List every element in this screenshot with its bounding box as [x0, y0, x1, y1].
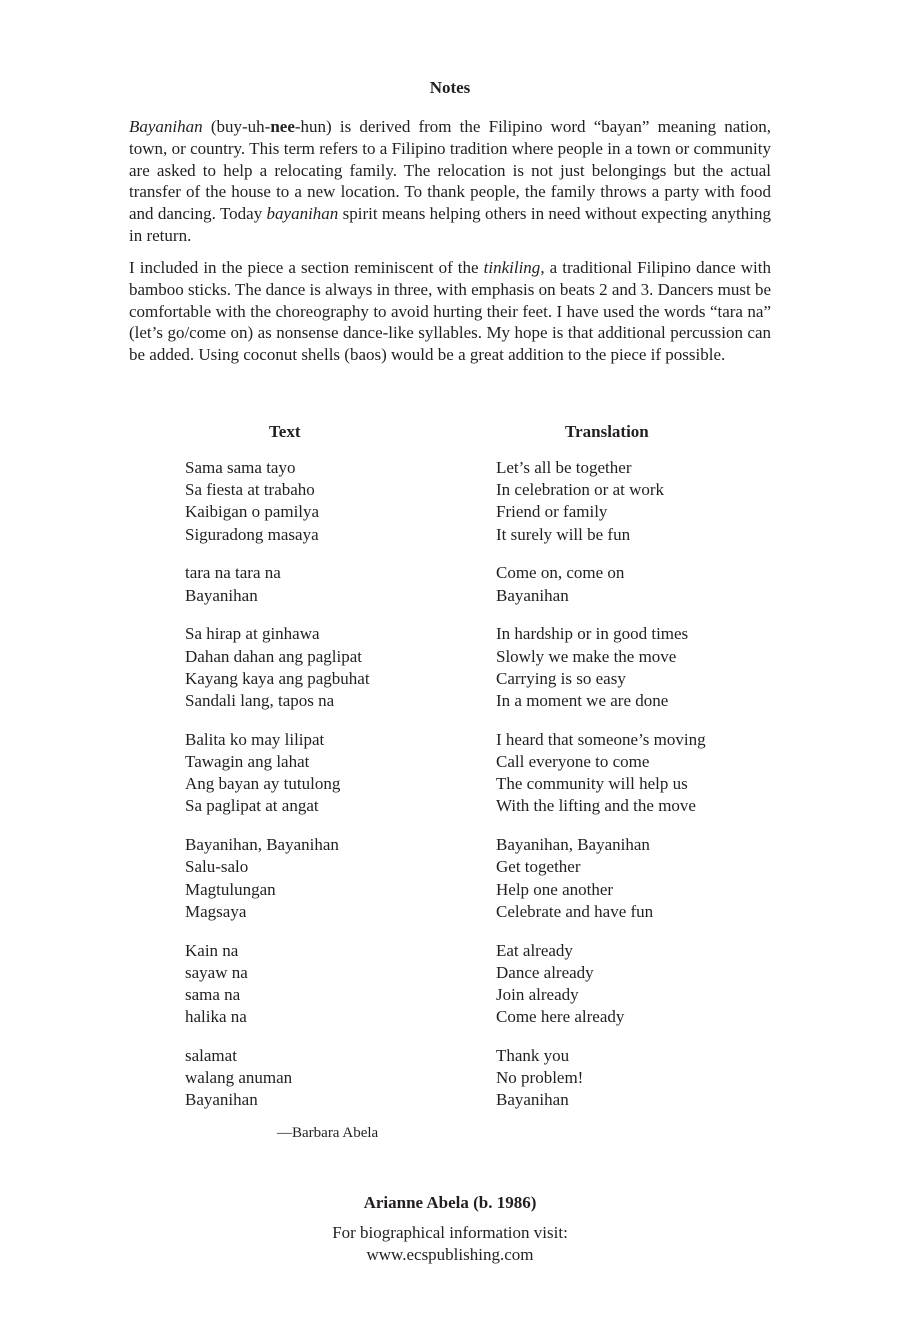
lyrics-stanza: [185, 457, 370, 546]
lyrics-line: Salu-salo: [185, 857, 249, 877]
translation-line: Dance already: [496, 962, 594, 982]
lyrics-line: Kaibigan o pamilya: [185, 502, 320, 522]
lyrics-line: Magtulungan: [185, 879, 276, 899]
lyrics-line: Dahan dahan ang paglipat: [185, 646, 363, 666]
lyrics-stanza: [185, 834, 370, 923]
translation-column: [496, 457, 706, 1128]
translation-line: Celebrate and have fun: [496, 901, 654, 921]
bio-url: www.ecspublishing.com: [366, 1245, 534, 1264]
translation-line: No problem!: [496, 1068, 584, 1088]
translation-line: Join already: [496, 985, 579, 1005]
lyrics-line: Sa hirap at ginhawa: [185, 624, 320, 644]
translation-stanza: [496, 834, 706, 923]
lyrics-line: Sa fiesta at trabaho: [185, 480, 315, 500]
text-column-heading: Text: [269, 422, 301, 441]
translation-line: Bayanihan: [496, 1090, 569, 1110]
translation-stanza: [496, 562, 706, 606]
lyrics-line: tara na tara na: [185, 563, 281, 583]
lyrics-line: walang anuman: [185, 1068, 293, 1088]
translation-column-heading: Translation: [565, 422, 649, 441]
translation-line: Friend or family: [496, 502, 608, 522]
paragraph-text-end: , a traditional Filipino dance with bamboo sticks. The dance is always in three, with emphasis on beats 2 and 3. Dancers must be comfortable with the choreography to avoid hurting their feet. I have used the words “tara na” (let’s go/come on) as nonsense dance-like syllables. My hope is that additional percussion can be added. Using coconut shells (baos) would be a great addition to the piece if possible.: [129, 258, 772, 365]
paragraph-text: I included in the piece a section reminiscent of the: [129, 258, 484, 277]
translation-stanza: [496, 729, 706, 818]
lyrics-stanza: [185, 1045, 370, 1112]
pronunciation-part: (buy-uh-: [202, 117, 271, 136]
paragraph-text-end: spirit means helping others in need without expecting anything in return.: [129, 204, 772, 245]
term-tinkiling: tinkiling: [483, 258, 541, 277]
translation-line: Let’s all be together: [496, 458, 632, 477]
translation-line: Come here already: [496, 1007, 625, 1027]
translation-line: In a moment we are done: [496, 691, 669, 711]
translation-line: In celebration or at work: [496, 480, 665, 500]
lyrics-line: sayaw na: [185, 962, 248, 982]
translation-line: Call everyone to come: [496, 752, 650, 772]
notes-heading: Notes: [429, 78, 471, 97]
lyrics-stanza: [185, 623, 370, 712]
translation-line: Carrying is so easy: [496, 668, 626, 688]
translation-stanza: [496, 1045, 706, 1112]
term-bayanihan-inline: bayanihan: [266, 204, 339, 224]
translation-line: Bayanihan: [496, 585, 569, 605]
lyricist-attribution: —Barbara Abela: [277, 1125, 379, 1141]
translation-line: In hardship or in good times: [496, 624, 689, 644]
translation-line: With the lifting and the move: [496, 796, 696, 816]
lyrics-line: Bayanihan: [185, 1090, 258, 1110]
notes-paragraph-bayanihan: [129, 116, 771, 247]
lyrics-line: Magsaya: [185, 901, 247, 921]
lyrics-line: Sa paglipat at angat: [185, 796, 319, 816]
lyrics-line: Siguradong masaya: [185, 524, 319, 544]
translation-line: Bayanihan, Bayanihan: [496, 835, 650, 855]
lyrics-column: [185, 457, 370, 1128]
translation-line: It surely will be fun: [496, 524, 631, 544]
lyrics-line: halika na: [185, 1007, 247, 1027]
lyrics-line: Sandali lang, tapos na: [185, 691, 335, 711]
lyrics-line: Bayanihan: [185, 585, 258, 605]
lyrics-line: Sama sama tayo: [185, 458, 296, 477]
translation-stanza: [496, 940, 706, 1029]
term-bayanihan: Bayanihan: [129, 117, 203, 136]
notes-paragraph-tinkiling: [129, 257, 771, 366]
translation-line: Thank you: [496, 1046, 570, 1066]
composer-name: Arianne Abela (b. 1986): [363, 1193, 537, 1212]
translation-line: The community will help us: [496, 774, 688, 794]
translation-line: I heard that someone’s moving: [496, 729, 706, 749]
bio-info: [0, 1222, 900, 1266]
translation-stanza: [496, 457, 706, 546]
lyrics-stanza: [185, 940, 370, 1029]
lyrics-line: Bayanihan, Bayanihan: [185, 835, 339, 855]
bio-line: For biographical information visit:: [332, 1223, 568, 1242]
paragraph-text: -hun) is derived from the Filipino word “bayan” meaning nation, town, or country. This term refers to a Filipino tradition where people in a town or community are asked to help a relocating family. The relocation is not just belongings but the actual transfer of the house to a new location. To thank people, the family throws a party with food and dancing. Today: [129, 117, 772, 224]
translation-stanza: [496, 623, 706, 712]
lyrics-line: Kayang kaya ang pagbuhat: [185, 668, 370, 688]
translation-line: Help one another: [496, 879, 614, 899]
lyrics-stanza: [185, 562, 370, 606]
lyrics-line: Kain na: [185, 940, 239, 960]
translation-line: Eat already: [496, 940, 573, 960]
translation-line: Come on, come on: [496, 563, 625, 583]
translation-line: Get together: [496, 857, 581, 877]
lyrics-stanza: [185, 729, 370, 818]
pronunciation-stress: nee: [270, 117, 295, 136]
lyrics-line: Balita ko may lilipat: [185, 729, 325, 749]
lyrics-line: Tawagin ang lahat: [185, 752, 310, 772]
lyrics-line: salamat: [185, 1046, 237, 1066]
translation-line: Slowly we make the move: [496, 646, 677, 666]
lyrics-line: Ang bayan ay tutulong: [185, 774, 341, 794]
lyrics-line: sama na: [185, 985, 241, 1005]
